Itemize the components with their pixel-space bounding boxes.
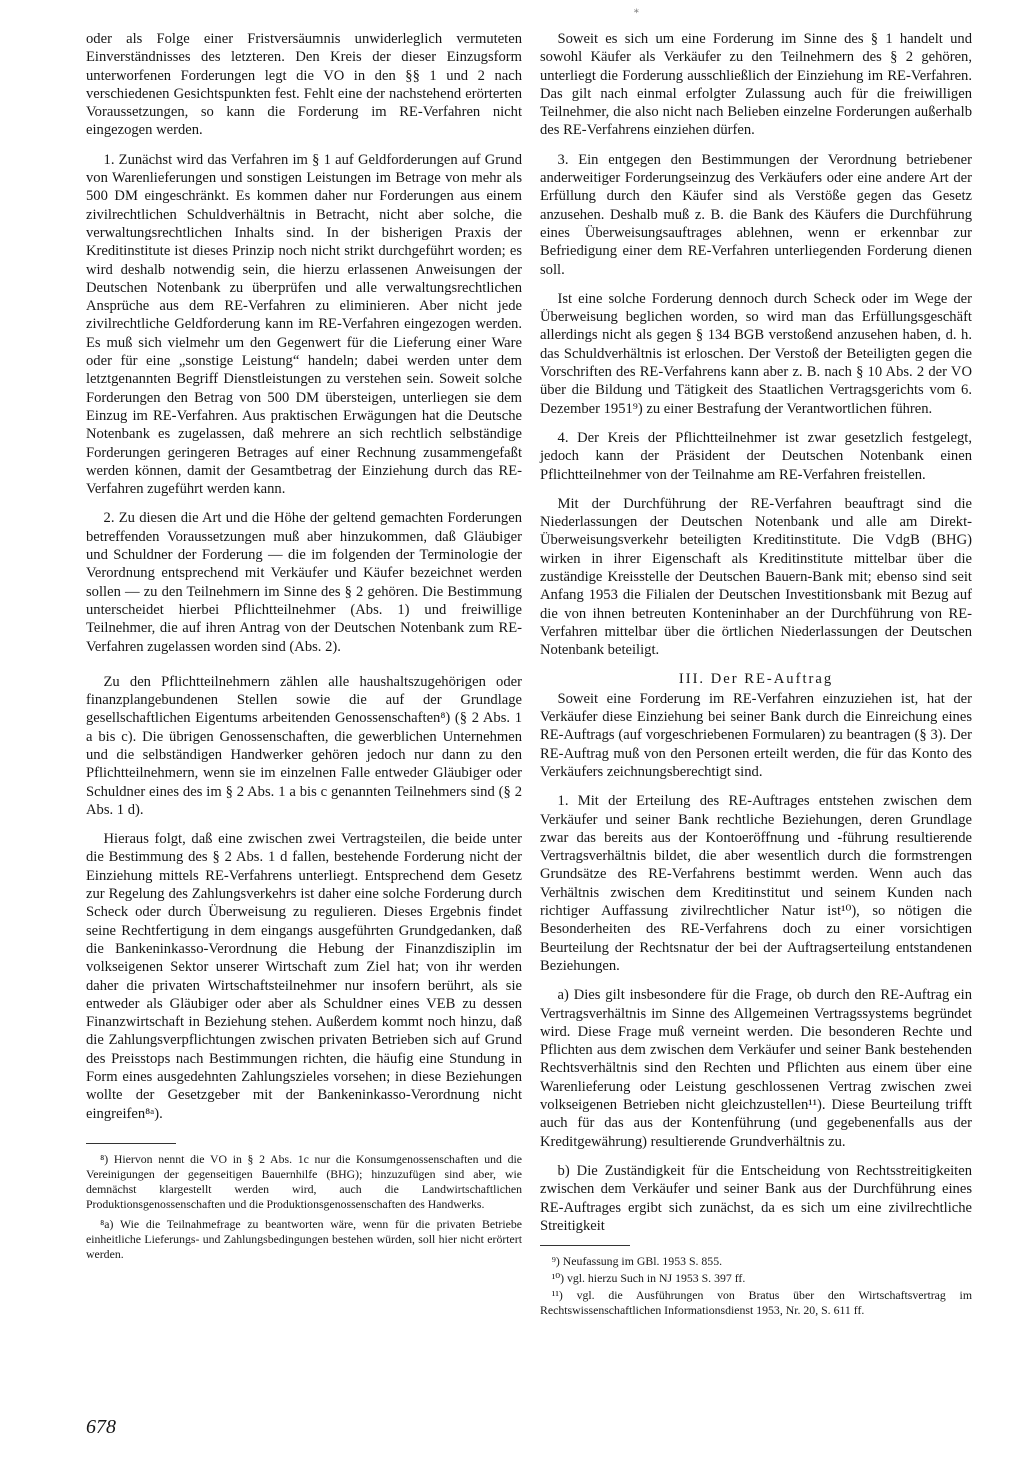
footnote: ⁸) Hiervon nennt die VO in § 2 Abs. 1c nur die Konsumgenossenschaften und die Vereinigungen der gegenseitigen Bauernhilfe (BHG); hinzuzufügen sind aber, wie demnächst klargestellt werden wird, auch die Landwirtschaftlichen Produktionsgenossenschaften und die Produktionsgenossenschaften des Handwerks.	[86, 1151, 522, 1211]
body-paragraph: 1. Mit der Erteilung des RE-Auftrages entstehen zwischen dem Verkäufer und seiner Bank rechtliche Beziehungen, deren Grundlage zwar das bereits aus der Kontoeröffnung und -führung resultierende Vertragsverhältnis bildet, die aber wesentlich durch die formstrengen Grundsätze des RE-Verfahrens bestimmt werden. Wenn auch das Verhältnis zwischen dem Kreditinstitut und seinem Kunden nach richtiger Auffassung zivilrechtlicher Natur ist¹⁰), so nötigen die Besonderheiten des RE-Verfahrens doch zu einer vorsichtigen Beurteilung der Rechtsnatur der bei der Auftragserteilung entstandenen Beziehungen.	[540, 793, 972, 974]
body-paragraph: Soweit es sich um eine Forderung im Sinne des § 1 handelt und sowohl Käufer als Verkäufer zu den Teilnehmern des § 2 gehören, unterliegt die Forderung ausschließlich der Einziehung im RE-Verfahren. Das gilt nach einmal erfolgter Zulassung auch für die freiwilligen Teilnehmer, die also nicht nach Belieben einzelne Forderungen außerhalb des RE-Verfahrens einziehen dürfen.	[540, 31, 972, 139]
print-speck: ∗	[633, 6, 640, 17]
body-paragraph: b) Die Zuständigkeit für die Entscheidung von Rechtsstreitigkeiten zwischen dem Verkäufer und seiner Bank aus der Durchführung eines RE-Auftrages ergibt sich zunächst, da es sich um eine zivilrechtliche Streitigkeit	[540, 1162, 972, 1234]
right-column	[540, 30, 972, 1318]
left-column	[86, 30, 522, 1262]
body-paragraph: Soweit eine Forderung im RE-Verfahren einzuziehen ist, hat der Verkäufer diese Einziehung bei seiner Bank durch die Einreichung eines RE-Auftrags (auf vorgeschriebenen Formularen) zu beantragen (§ 3). Der RE-Auftrag muß von den Personen erteilt werden, die für das Konto des Verkäufers zeichnungsberechtigt sind.	[540, 690, 972, 780]
footnote: ¹⁰) vgl. hierzu Such in NJ 1953 S. 397 ff.	[551, 1271, 746, 1286]
body-paragraph: Mit der Durchführung der RE-Verfahren beauftragt sind die Niederlassungen der Deutschen Notenbank und alle am Direkt-Überweisungsverkehr beteiligten Kreditinstitute. Die VdgB (BHG) wirken in ihrer Eigenschaft als Kreditinstitute mittelbar über die zuständige Kreisstelle der Deutschen Bauern-Bank mit; ebenso sind seit Anfang 1953 die Filialen der Deutschen Investitionsbank mit Bezug auf die von ihnen betreuten Konteninhaber an der Durchführung von RE-Verfahren mittelbar über die örtlichen Niederlassungen der Deutschen Notenbank beteiligt.	[540, 495, 972, 659]
footnote: ¹¹) vgl. die Ausführungen von Bratus über den Wirtschaftsvertrag im Rechtswissenschaftlichen Informationsdienst 1953, Nr. 20, S. 611 ff.	[540, 1288, 972, 1318]
footnote-rule	[86, 1143, 176, 1144]
body-paragraph: Ist eine solche Forderung dennoch durch Scheck oder im Wege der Überweisung beglichen worden, so wird man das Erfüllungsgeschäft allerdings nicht als gegen § 134 BGB verstoßend anzusehen haben, d. h. das Schuldverhältnis ist erloschen. Der Verstoß der Beteiligten gegen die Vorschriften des RE-Verfahrens kann aber z. B. nach § 10 Abs. 2 der VO über die Bildung und Tätigkeit des Staatlichen Vertragsgerichts vom 6. Dezember 1951⁹) zu einer Bestrafung der Verantwortlichen führen.	[540, 290, 972, 417]
footnote: ⁸a) Wie die Teilnahmefrage zu beantworten wäre, wenn für die privaten Betriebe einheitliche Lieferungs- und Zahlungsbedingungen bestehen würden, soll hier nicht erörtert werden.	[86, 1216, 522, 1261]
page-number: 678	[86, 1416, 116, 1438]
body-paragraph: oder als Folge einer Fristversäumnis unwiderleglich vermuteten Einverständnisses des letzteren. Den Kreis der dieser Einzugsform unterworfenen Forderungen legt die VO in den §§ 1 und 2 nach verschiedenen Gesichtspunkten fest. Fehlt eine der nachstehend erörterten Voraussetzungen, so kann die Forderung im RE-Verfahren nicht eingezogen werden.	[86, 31, 522, 139]
section-heading: III. Der RE-Auftrag	[678, 670, 834, 687]
body-paragraph: a) Dies gilt insbesondere für die Frage, ob durch den RE-Auftrag ein Vertragsverhältnis im Sinne des Allgemeinen Vertragssystems begründet wird. Diese Frage muß verneint werden. Die besonderen Rechte und Pflichten aus dem zwischen dem Verkäufer und seiner Bank bestehenden Rechtsverhältnis sind den Rechten und Pflichten aus einem über eine Warenlieferung oder Leistung geschlossenen Vertrag zwischen zwei volkseigenen Betrieben nicht gleichzustellen¹¹). Diese Beurteilung trifft auch für das aus der Kontenführung (und gegebenenfalls aus der Kreditgewährung) resultierende Grundverhältnis zu.	[540, 987, 972, 1150]
footnote: ⁹) Neufassung im GBl. 1953 S. 855.	[551, 1254, 723, 1269]
body-paragraph: 3. Ein entgegen den Bestimmungen der Verordnung betriebener anderweitiger Forderungseinzug des Verkäufers oder eine andere Art der Erfüllung durch den Käufer sind als Verstöße gegen das Gesetz anzusehen. Deshalb muß z. B. die Bank des Käufers die Durchführung eines Überweisungsauftrages ablehnen, wenn er erkennbar zur Befriedigung einer dem RE-Verfahren unterliegenden Forderung dienen soll.	[540, 151, 972, 278]
body-paragraph: 4. Der Kreis der Pflichtteilnehmer ist zwar gesetzlich festgelegt, jedoch kann der Präsident der Deutschen Notenbank einen Pflichtteilnehmer von der Teilnahme am RE-Verfahren freistellen.	[540, 429, 972, 483]
body-paragraph: 2. Zu diesen die Art und die Höhe der geltend gemachten Forderungen betreffenden Voraussetzungen muß aber hinzukommen, daß Gläubiger und Schuldner der Forderung — die im folgenden der Terminologie der Verordnung entsprechend mit Verkäufer und Käufer bezeichnet werden sollen — zu den Teilnehmern im Sinne des § 2 gehören. Die Bestimmung unterscheidet hierbei Pflichtteilnehmer (Abs. 1) und freiwillige Teilnehmer, die auf ihren Antrag von der Deutschen Notenbank zum RE-Verfahren zugelassen worden sind (Abs. 2).	[86, 510, 522, 655]
footnote-rule	[540, 1245, 630, 1246]
body-paragraph: Zu den Pflichtteilnehmern zählen alle haushaltszugehörigen oder finanzplangebundenen Stellen sowie die auf der Grundlage gesellschaftlichen Eigentums arbeitenden Genossenschaften⁸) (§ 2 Abs. 1 a bis c). Die übrigen Genossenschaften, die gewerblichen Unternehmen und die selbständigen Handwerker gehören jedoch nur dann zu den Pflichtteilnehmern, wenn sie im einzelnen Falle entweder Gläubiger oder Schuldner eines des im § 2 Abs. 1 a bis c genannten Teilnehmers sind (§ 2 Abs. 1 d).	[86, 673, 522, 818]
body-paragraph: Hieraus folgt, daß eine zwischen zwei Vertragsteilen, die beide unter die Bestimmung des § 2 Abs. 1 d fallen, bestehende Forderung nicht der Einziehung mittels RE-Verfahrens unterliegt. Entsprechend dem Gesetz zur Regelung des Zahlungsverkehrs ist daher eine solche Forderung durch Scheck oder durch Überweisung zu regulieren. Dieses Ergebnis findet seine Rechtfertigung in dem eingangs ausgeführten Grundgedanken, daß die Bankeninkasso-Verordnung die Hebung der Finanzdisziplin im volkseigenen Sektor unserer Wirtschaft zum Ziel hat; von ihr werden daher die privaten Wirtschaftsteilnehmer nur insofern berührt, als sie entweder als Gläubiger oder aber als Schuldner eines VEB zu dessen Finanzwirtschaft in Beziehung stehen. Außerdem kommt noch hinzu, daß die Zahlungsverpflichtungen zwischen privaten Betrieben sich auf Grund des Preisstops nach Bestimmungen richten, die häufig eine Stundung in Form eines ausgedehnten Zahlungszieles vorsehen; in diese Beziehungen wollte der Gesetzgeber mit der Bankeninkasso-Verordnung nicht eingreifen⁸ᵃ).	[86, 831, 522, 1122]
body-paragraph: 1. Zunächst wird das Verfahren im § 1 auf Geldforderungen auf Grund von Warenlieferungen und sonstigen Leistungen im Betrage von mehr als 500 DM eingeschränkt. Es kommen daher nur Forderungen aus einem zivilrechtlichen Schuldverhältnis in Betracht, nicht aber solche, die verwaltungsrechtlichen Inhalts sind. In der bisherigen Praxis der Kreditinstitute ist dieses Prinzip noch nicht strikt durchgeführt worden; es wird deshalb notwendig sein, die hierzu erlassenen Anweisungen der Deutschen Notenbank zu überprüfen und alle verwaltungsrechtlichen Ansprüche aus dem RE-Verfahren zu eliminieren. Aber nicht jede zivilrechtliche Geldforderung kann im RE-Verfahren eingezogen werden. Es muß sich vielmehr um den Gegenwert für die Lieferung einer Ware oder für eine „sonstige Leistung“ handeln; dabei werden unter dem letztgenannten Begriff Dienstleistungen zu verstehen sein. Soweit solche Forderungen den Betrag von 500 DM übersteigen, unterliegen sie dem Einzug im RE-Verfahren. Aus praktischen Erwägungen hat die Deutsche Notenbank es zugelassen, daß mehrere an sich rechtlich selbständige Forderungen geringeren Betrages auf einer Rechnung zusammengefaßt werden können, damit der Gesamtbetrag der Einziehung durch das RE-Verfahren zugeführt werden kann.	[86, 151, 522, 498]
